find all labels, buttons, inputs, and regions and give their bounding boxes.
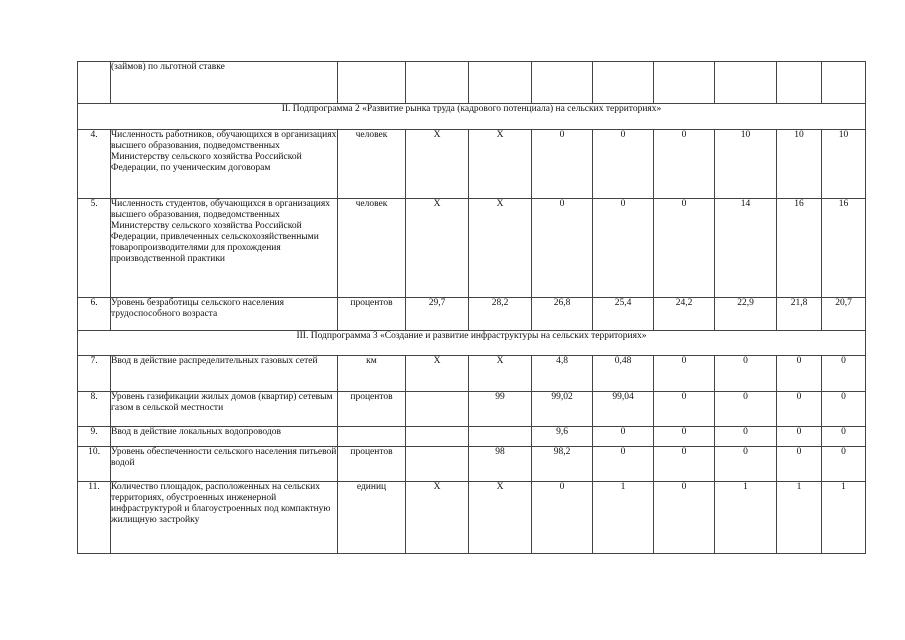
indicator-value: Х: [469, 199, 532, 298]
table-row: [78, 447, 866, 482]
indicator-value: 0: [715, 392, 777, 427]
table-row: [78, 130, 866, 199]
indicator-value: 1: [593, 482, 654, 554]
table-body: [78, 62, 866, 554]
unit-of-measure: единиц: [338, 482, 406, 554]
row-number: 7.: [78, 356, 111, 392]
unit-of-measure: человек: [338, 130, 406, 199]
section-title: III. Подпрограмма 3 «Создание и развитие инфраструктуры на сельских территориях»: [78, 331, 866, 356]
indicator-value: 20,7: [822, 298, 866, 331]
indicator-value: 0: [822, 392, 866, 427]
indicator-value: 0: [532, 482, 593, 554]
table-row: [78, 298, 866, 331]
indicator-value: 0: [822, 447, 866, 482]
unit-of-measure: [338, 62, 406, 104]
indicator-value: 0: [777, 356, 822, 392]
indicator-value: 10: [822, 130, 866, 199]
indicator-value: [715, 62, 777, 104]
indicator-value: 26,8: [532, 298, 593, 331]
indicator-value: 14: [715, 199, 777, 298]
indicator-value: 22,9: [715, 298, 777, 331]
indicator-value: [469, 62, 532, 104]
row-number: 11.: [78, 482, 111, 554]
table-row: [78, 62, 866, 104]
indicator-value: 0: [654, 199, 715, 298]
indicators-table: [77, 61, 866, 554]
indicator-value: 9,6: [532, 427, 593, 447]
unit-of-measure: человек: [338, 199, 406, 298]
indicator-value: Х: [469, 356, 532, 392]
section-row: [78, 331, 866, 356]
indicator-name: Ввод в действие распределительных газовых сетей: [111, 356, 338, 392]
indicator-value: 0: [715, 356, 777, 392]
indicator-value: [406, 62, 469, 104]
indicator-value: 28,2: [469, 298, 532, 331]
indicator-value: 99,02: [532, 392, 593, 427]
indicator-value: 0: [593, 447, 654, 482]
indicator-value: 0: [654, 447, 715, 482]
indicator-value: Х: [406, 130, 469, 199]
indicator-value: 0: [654, 427, 715, 447]
indicator-value: [406, 427, 469, 447]
indicator-value: 10: [715, 130, 777, 199]
indicator-name: Уровень безработицы сельского населения трудоспособного возраста: [111, 298, 338, 331]
row-number: 5.: [78, 199, 111, 298]
indicator-value: Х: [406, 482, 469, 554]
table-row: [78, 199, 866, 298]
indicator-value: Х: [406, 356, 469, 392]
indicator-value: [777, 62, 822, 104]
indicator-value: 4,8: [532, 356, 593, 392]
indicator-value: Х: [469, 130, 532, 199]
indicator-value: 29,7: [406, 298, 469, 331]
row-number: [78, 62, 111, 104]
indicator-value: [406, 447, 469, 482]
indicator-value: 98,2: [532, 447, 593, 482]
indicator-value: [406, 392, 469, 427]
indicator-value: 16: [822, 199, 866, 298]
indicator-value: 0: [593, 199, 654, 298]
indicator-value: 21,8: [777, 298, 822, 331]
indicator-name: Уровень газификации жилых домов (квартир) сетевым газом в сельской местности: [111, 392, 338, 427]
indicator-value: 99,04: [593, 392, 654, 427]
indicator-value: [532, 62, 593, 104]
indicator-value: [654, 62, 715, 104]
indicator-value: [469, 427, 532, 447]
unit-of-measure: процентов: [338, 298, 406, 331]
indicator-value: 0: [654, 356, 715, 392]
indicator-value: 1: [777, 482, 822, 554]
indicator-value: 0: [777, 427, 822, 447]
indicator-value: 10: [777, 130, 822, 199]
row-number: 9.: [78, 427, 111, 447]
unit-of-measure: процентов: [338, 392, 406, 427]
indicator-value: 0: [715, 447, 777, 482]
table-row: [78, 392, 866, 427]
indicator-value: 25,4: [593, 298, 654, 331]
indicator-value: 1: [715, 482, 777, 554]
indicator-value: 0: [532, 199, 593, 298]
row-number: 6.: [78, 298, 111, 331]
indicator-value: 0: [715, 427, 777, 447]
unit-of-measure: [338, 427, 406, 447]
section-row: [78, 104, 866, 130]
table-row: [78, 427, 866, 447]
indicator-value: [822, 62, 866, 104]
row-number: 4.: [78, 130, 111, 199]
row-number: 8.: [78, 392, 111, 427]
indicator-value: 0: [593, 427, 654, 447]
indicator-name: Численность студентов, обучающихся в организациях высшего образования, подведомственных Министерству сельского хозяйства Российской Федерации, привлеченных сельскохозяйственными товаропроизводителями для прохождения производственной практики: [111, 199, 338, 298]
indicator-value: 0: [532, 130, 593, 199]
unit-of-measure: км: [338, 356, 406, 392]
indicator-value: 99: [469, 392, 532, 427]
indicator-value: 98: [469, 447, 532, 482]
indicator-value: 0: [777, 447, 822, 482]
indicator-value: 0: [593, 130, 654, 199]
indicator-value: 0: [654, 482, 715, 554]
indicator-value: Х: [406, 199, 469, 298]
indicator-name: Количество площадок, расположенных на сельских территориях, обустроенных инженерной инфраструктурой и благоустроенных под компактную жилищную застройку: [111, 482, 338, 554]
table-row: [78, 356, 866, 392]
indicator-value: 0: [777, 392, 822, 427]
unit-of-measure: процентов: [338, 447, 406, 482]
indicator-value: 1: [822, 482, 866, 554]
indicator-name: Ввод в действие локальных водопроводов: [111, 427, 338, 447]
table-row: [78, 482, 866, 554]
indicator-value: 0: [822, 427, 866, 447]
indicator-value: 0: [654, 130, 715, 199]
indicator-value: 0: [822, 356, 866, 392]
indicator-name: Численность работников, обучающихся в организациях высшего образования, подведомственных Министерству сельского хозяйства Российской Федерации, по ученическим договорам: [111, 130, 338, 199]
indicator-value: 16: [777, 199, 822, 298]
indicator-value: 24,2: [654, 298, 715, 331]
indicator-name: Уровень обеспеченности сельского населения питьевой водой: [111, 447, 338, 482]
indicator-name: (займов) по льготной ставке: [111, 62, 338, 104]
row-number: 10.: [78, 447, 111, 482]
indicator-value: 0,48: [593, 356, 654, 392]
indicator-value: [593, 62, 654, 104]
indicator-value: 0: [654, 392, 715, 427]
section-title: II. Подпрограмма 2 «Развитие рынка труда (кадрового потенциала) на сельских территориях»: [78, 104, 866, 130]
indicator-value: Х: [469, 482, 532, 554]
